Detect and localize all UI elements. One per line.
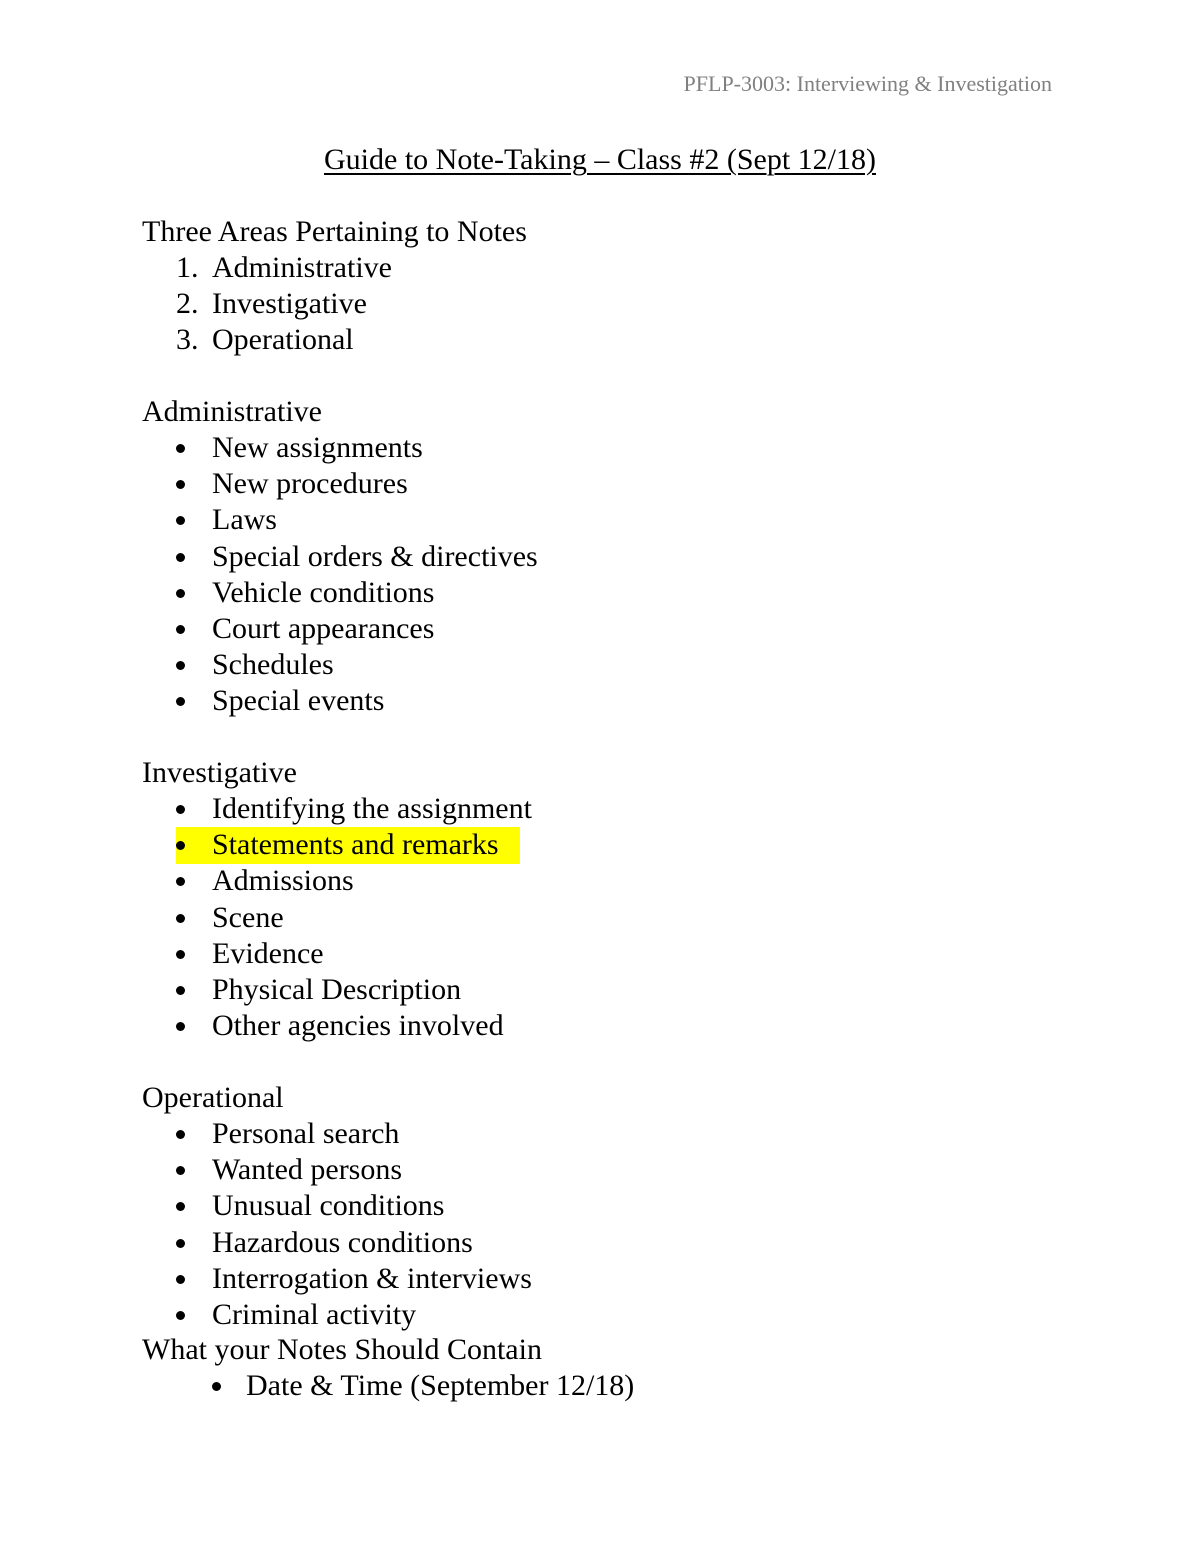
list-item bbox=[142, 1225, 532, 1261]
list-item bbox=[142, 611, 538, 647]
section-administrative bbox=[142, 394, 538, 720]
bullet-icon bbox=[176, 625, 185, 634]
list-number: 2. bbox=[176, 287, 199, 321]
list-item bbox=[142, 683, 538, 719]
list-item-text: Statements and remarks bbox=[212, 828, 499, 862]
list-item-text: Court appearances bbox=[212, 611, 435, 645]
list-item-text: Laws bbox=[212, 503, 277, 537]
bullet-icon bbox=[176, 516, 185, 525]
section-heading: Administrative bbox=[142, 395, 322, 428]
list-item bbox=[142, 539, 538, 575]
bullet-icon bbox=[176, 589, 185, 598]
list-item-text: Unusual conditions bbox=[212, 1189, 445, 1223]
bullet-icon bbox=[176, 805, 185, 814]
page-header: PFLP-3003: Interviewing & Investigation bbox=[683, 71, 1052, 96]
list-item bbox=[142, 647, 538, 683]
list-item-text: Date & Time (September 12/18) bbox=[246, 1369, 635, 1402]
bullet-icon bbox=[212, 1382, 221, 1391]
list-item-text: Hazardous conditions bbox=[212, 1225, 473, 1259]
list-item bbox=[142, 1368, 634, 1404]
list-item bbox=[142, 791, 532, 827]
list-item-text: Other agencies involved bbox=[212, 1009, 504, 1043]
bullet-icon bbox=[176, 1166, 185, 1175]
bullet-icon bbox=[176, 1311, 185, 1320]
list-item bbox=[142, 1188, 532, 1224]
section-investigative bbox=[142, 755, 532, 1044]
bullet-icon bbox=[176, 1275, 185, 1284]
list-item-text: Physical Description bbox=[212, 972, 462, 1006]
bullet-list bbox=[142, 1368, 634, 1404]
document-title bbox=[0, 142, 1200, 178]
list-item-text: Special orders & directives bbox=[212, 539, 538, 573]
list-item bbox=[142, 575, 538, 611]
bullet-icon bbox=[176, 1130, 185, 1139]
list-item-text: Interrogation & interviews bbox=[212, 1261, 532, 1295]
bullet-icon bbox=[176, 986, 185, 995]
list-item bbox=[142, 972, 532, 1008]
bullet-list bbox=[142, 1116, 532, 1333]
document-title-text: Guide to Note-Taking – Class #2 (Sept 12/18) bbox=[324, 143, 876, 176]
list-item bbox=[142, 1152, 532, 1188]
section-three-areas bbox=[142, 214, 527, 359]
section-notes-contents bbox=[142, 1332, 634, 1404]
bullet-icon bbox=[176, 914, 185, 923]
list-item-text: Scene bbox=[212, 900, 284, 934]
bullet-icon bbox=[176, 877, 185, 886]
list-item-highlighted bbox=[142, 827, 532, 863]
list-number: 3. bbox=[176, 323, 199, 357]
section-operational bbox=[142, 1080, 532, 1333]
list-item bbox=[142, 1261, 532, 1297]
list-item-text: Operational bbox=[212, 323, 354, 357]
bullet-icon bbox=[176, 950, 185, 959]
list-item-text: Personal search bbox=[212, 1117, 400, 1150]
list-item bbox=[142, 863, 532, 899]
list-item bbox=[142, 430, 538, 466]
list-item bbox=[142, 1297, 532, 1333]
list-item-text: Criminal activity bbox=[212, 1297, 417, 1331]
list-item-text: Administrative bbox=[212, 251, 392, 284]
bullet-icon bbox=[176, 1022, 185, 1031]
list-item-text: Identifying the assignment bbox=[212, 792, 532, 825]
section-heading: Three Areas Pertaining to Notes bbox=[142, 215, 527, 248]
list-item bbox=[142, 322, 527, 358]
list-item-text: Schedules bbox=[212, 648, 334, 682]
section-heading: Operational bbox=[142, 1081, 284, 1114]
list-item bbox=[142, 936, 532, 972]
list-item bbox=[142, 1008, 532, 1044]
list-item-text: Wanted persons bbox=[212, 1153, 403, 1187]
numbered-list bbox=[142, 250, 527, 359]
section-heading: What your Notes Should Contain bbox=[142, 1333, 542, 1366]
list-item bbox=[142, 1116, 532, 1152]
list-item bbox=[142, 502, 538, 538]
list-item-text: New procedures bbox=[212, 467, 408, 501]
list-item bbox=[142, 250, 527, 286]
bullet-list bbox=[142, 430, 538, 720]
bullet-icon bbox=[176, 1239, 185, 1248]
list-item bbox=[142, 466, 538, 502]
bullet-icon bbox=[176, 1202, 185, 1211]
bullet-icon bbox=[176, 697, 185, 706]
bullet-icon bbox=[176, 444, 185, 453]
list-item-text: Evidence bbox=[212, 936, 324, 970]
bullet-icon bbox=[176, 553, 185, 562]
list-item bbox=[142, 286, 527, 322]
list-item-text: New assignments bbox=[212, 431, 423, 464]
bullet-icon bbox=[176, 661, 185, 670]
bullet-icon bbox=[176, 480, 185, 489]
list-item-text: Admissions bbox=[212, 864, 354, 898]
section-heading: Investigative bbox=[142, 756, 297, 789]
list-item-text: Special events bbox=[212, 684, 385, 718]
list-item-text: Vehicle conditions bbox=[212, 575, 435, 609]
bullet-list bbox=[142, 791, 532, 1044]
list-item bbox=[142, 900, 532, 936]
list-number: 1. bbox=[176, 251, 199, 284]
list-item-text: Investigative bbox=[212, 287, 367, 321]
